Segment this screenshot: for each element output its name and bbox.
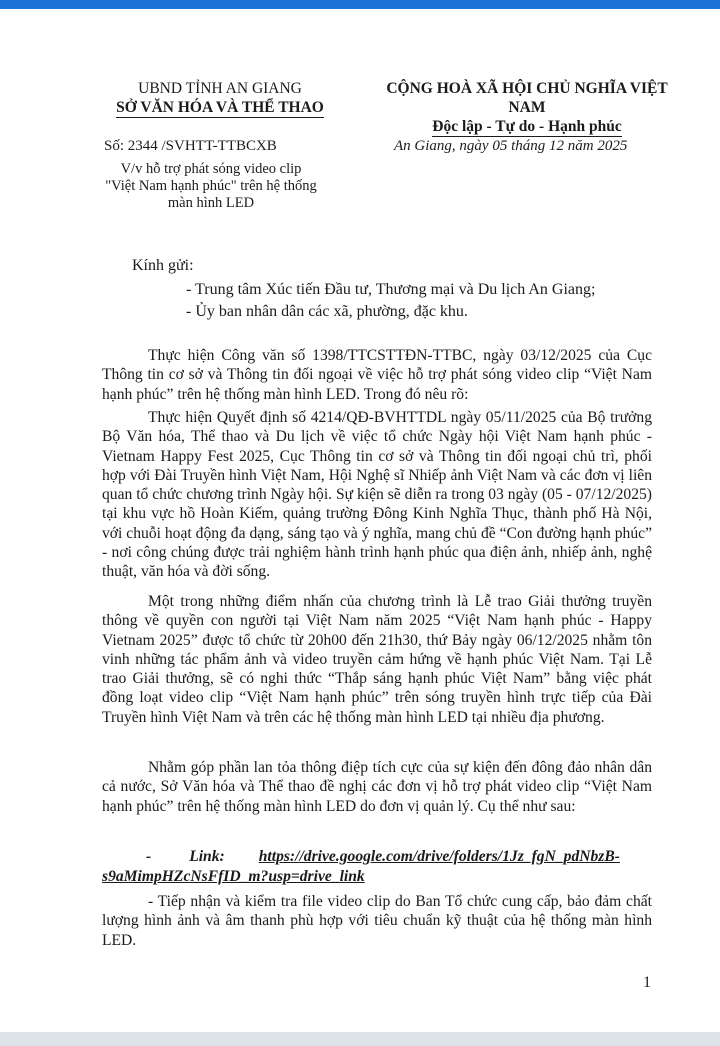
org-line-1: UBND TỈNH AN GIANG (138, 80, 302, 97)
subject-line: "Việt Nam hạnh phúc" trên hệ thống (105, 178, 317, 194)
document-subject (76, 161, 346, 212)
subject-line: màn hình LED (167, 195, 255, 211)
date-line: An Giang, ngày 05 tháng 12 năm 2025 (394, 138, 628, 154)
top-accent-bar (0, 0, 720, 9)
body-paragraph: Một trong những điểm nhấn của chương trình là Lễ trao Giải thưởng truyền thông về quyền con người tại Việt Nam năm 2025 “Việt Nam hạnh phúc - Happy Vietnam 2025” được tổ chức từ 20h00 đến 21h30, thứ Bảy ngày 06/12/2025 nhằm tôn vinh những tác phẩm ảnh và video truyền cảm hứng về hạnh phúc Việt Nam. Tại Lễ trao Giải thưởng, sẽ có nghi thức “Thắp sáng hạnh phúc Việt Nam” bằng việc phát đồng loạt video clip “Việt Nam hạnh phúc” trên sóng truyền hình trực tiếp của Đài Truyền hình Việt Nam và trên các hệ thống màn hình LED tại nhiều địa phương. (102, 593, 652, 726)
link-row (146, 848, 620, 866)
national-motto (368, 79, 686, 137)
document-page (0, 9, 720, 1032)
nation-line-1: CỘNG HOÀ XÃ HỘI CHỦ NGHĨA VIỆT NAM (386, 80, 668, 116)
body-paragraph: - Tiếp nhận và kiểm tra file video clip do Ban Tổ chức cung cấp, bảo đảm chất lượng hình ảnh và âm thanh phù hợp với tiêu chuẩn kỹ thuật của hệ thống màn hình LED. (102, 893, 652, 949)
drive-link[interactable]: https://drive.google.com/drive/folders/1Jz_fgN_pdNbzB- (258, 848, 620, 865)
body-paragraph: Thực hiện Quyết định số 4214/QĐ-BVHTTDL ngày 05/11/2025 của Bộ trưởng Bộ Văn hóa, Thể thao và Du lịch về việc tổ chức Ngày hội Việt Nam hạnh phúc - Vietnam Happy Fest 2025, Cục Thông tin cơ sở và Thông tin đối ngoại chủ trì, phối hợp với Đài Truyền hình Việt Nam, Hội Nghệ sĩ Nhiếp ảnh Việt Nam và các đơn vị liên quan tổ chức chương trình Ngày hội. Sự kiện sẽ diễn ra trong 03 ngày (05 - 07/12/2025) tại khu vực hồ Hoàn Kiếm, quảng trường Đông Kinh Nghĩa Thục, thành phố Hà Nội, với chuỗi hoạt động đa dạng, sáng tạo và ý nghĩa, mang chủ đề “Con đường hạnh phúc” - nơi công chúng được trải nghiệm hành trình hạnh phúc qua điện ảnh, nhiếp ảnh, nghệ thuật, văn hóa và đời sống. (102, 409, 652, 581)
nation-line-2: Độc lập - Tự do - Hạnh phúc (432, 118, 622, 135)
drive-link-continued[interactable]: s9aMimpHZcNsFfID_m?usp=drive_link (102, 868, 365, 885)
org-line-2: SỞ VĂN HÓA VÀ THỂ THAO (116, 99, 324, 116)
bottom-bar (0, 1032, 720, 1046)
document-number: Số: 2344 /SVHTT-TTBCXB (104, 138, 277, 154)
recipient-item: - Trung tâm Xúc tiến Đầu tư, Thương mại và Du lịch An Giang; (186, 281, 596, 298)
body-paragraph: Thực hiện Công văn số 1398/TTCSTTĐN-TTBC, ngày 03/12/2025 của Cục Thông tin cơ sở và Thông tin đối ngoại về việc hỗ trợ phát sóng video clip “Việt Nam hạnh phúc” trên hệ thống màn hình LED. Trong đó nêu rõ: (102, 347, 652, 403)
subject-line: V/v hỗ trợ phát sóng video clip (120, 161, 302, 177)
recipient-item: - Ủy ban nhân dân các xã, phường, đặc khu. (186, 303, 468, 320)
issuing-authority (85, 79, 355, 118)
page-number: 1 (643, 974, 651, 991)
greeting: Kính gửi: (132, 257, 194, 274)
link-label: Link: (189, 848, 225, 865)
body-paragraph: Nhằm góp phần lan tỏa thông điệp tích cực của sự kiện đến đông đảo nhân dân cả nước, Sở Văn hóa và Thể thao đề nghị các đơn vị hỗ trợ phát video clip “Việt Nam hạnh phúc” trên hệ thống màn hình LED do đơn vị quản lý. Cụ thể như sau: (102, 759, 652, 815)
link-dash: - (146, 848, 152, 865)
